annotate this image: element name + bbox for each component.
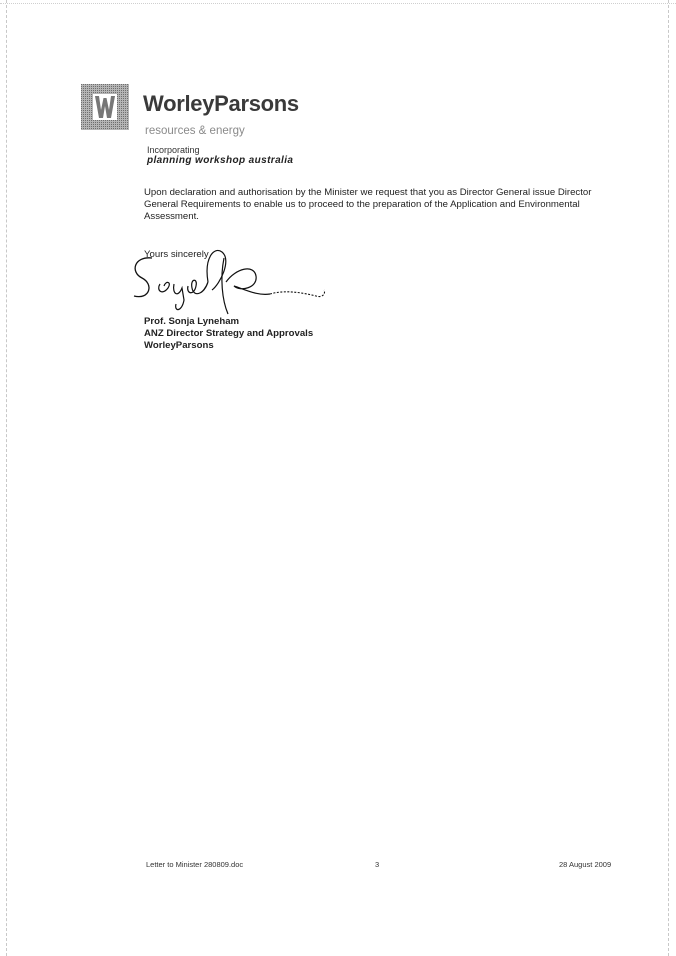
salutation: Yours sincerely [144,249,209,260]
body-paragraph: Upon declaration and authorisation by the Minister we request that you as Director General issue Director General Requirements to enable us to proceed to the preparation of the Application and Environmental Assessment. [144,187,592,222]
footer-date: 28 August 2009 [559,860,612,869]
scan-right-edge [668,0,669,956]
handwritten-signature [124,238,334,320]
worleyparsons-logo [81,84,129,130]
footer-filename: Letter to Minister 280809.doc [146,860,244,869]
incorporating-label: Incorporating [147,145,200,155]
scan-top-edge [0,3,676,4]
signatory-block [144,316,313,352]
signatory-title: ANZ Director Strategy and Approvals [144,328,314,339]
footer-page-number: 3 [375,860,380,869]
company-name: WorleyParsons [143,91,299,116]
logo-mark-icon [81,84,129,130]
scan-left-edge [6,0,7,956]
signatory-organisation: WorleyParsons [144,340,214,351]
company-tagline: resources & energy [145,125,245,137]
incorporated-company: planning workshop australia [147,155,294,166]
signatory-name: Prof. Sonja Lyneham [144,316,240,327]
